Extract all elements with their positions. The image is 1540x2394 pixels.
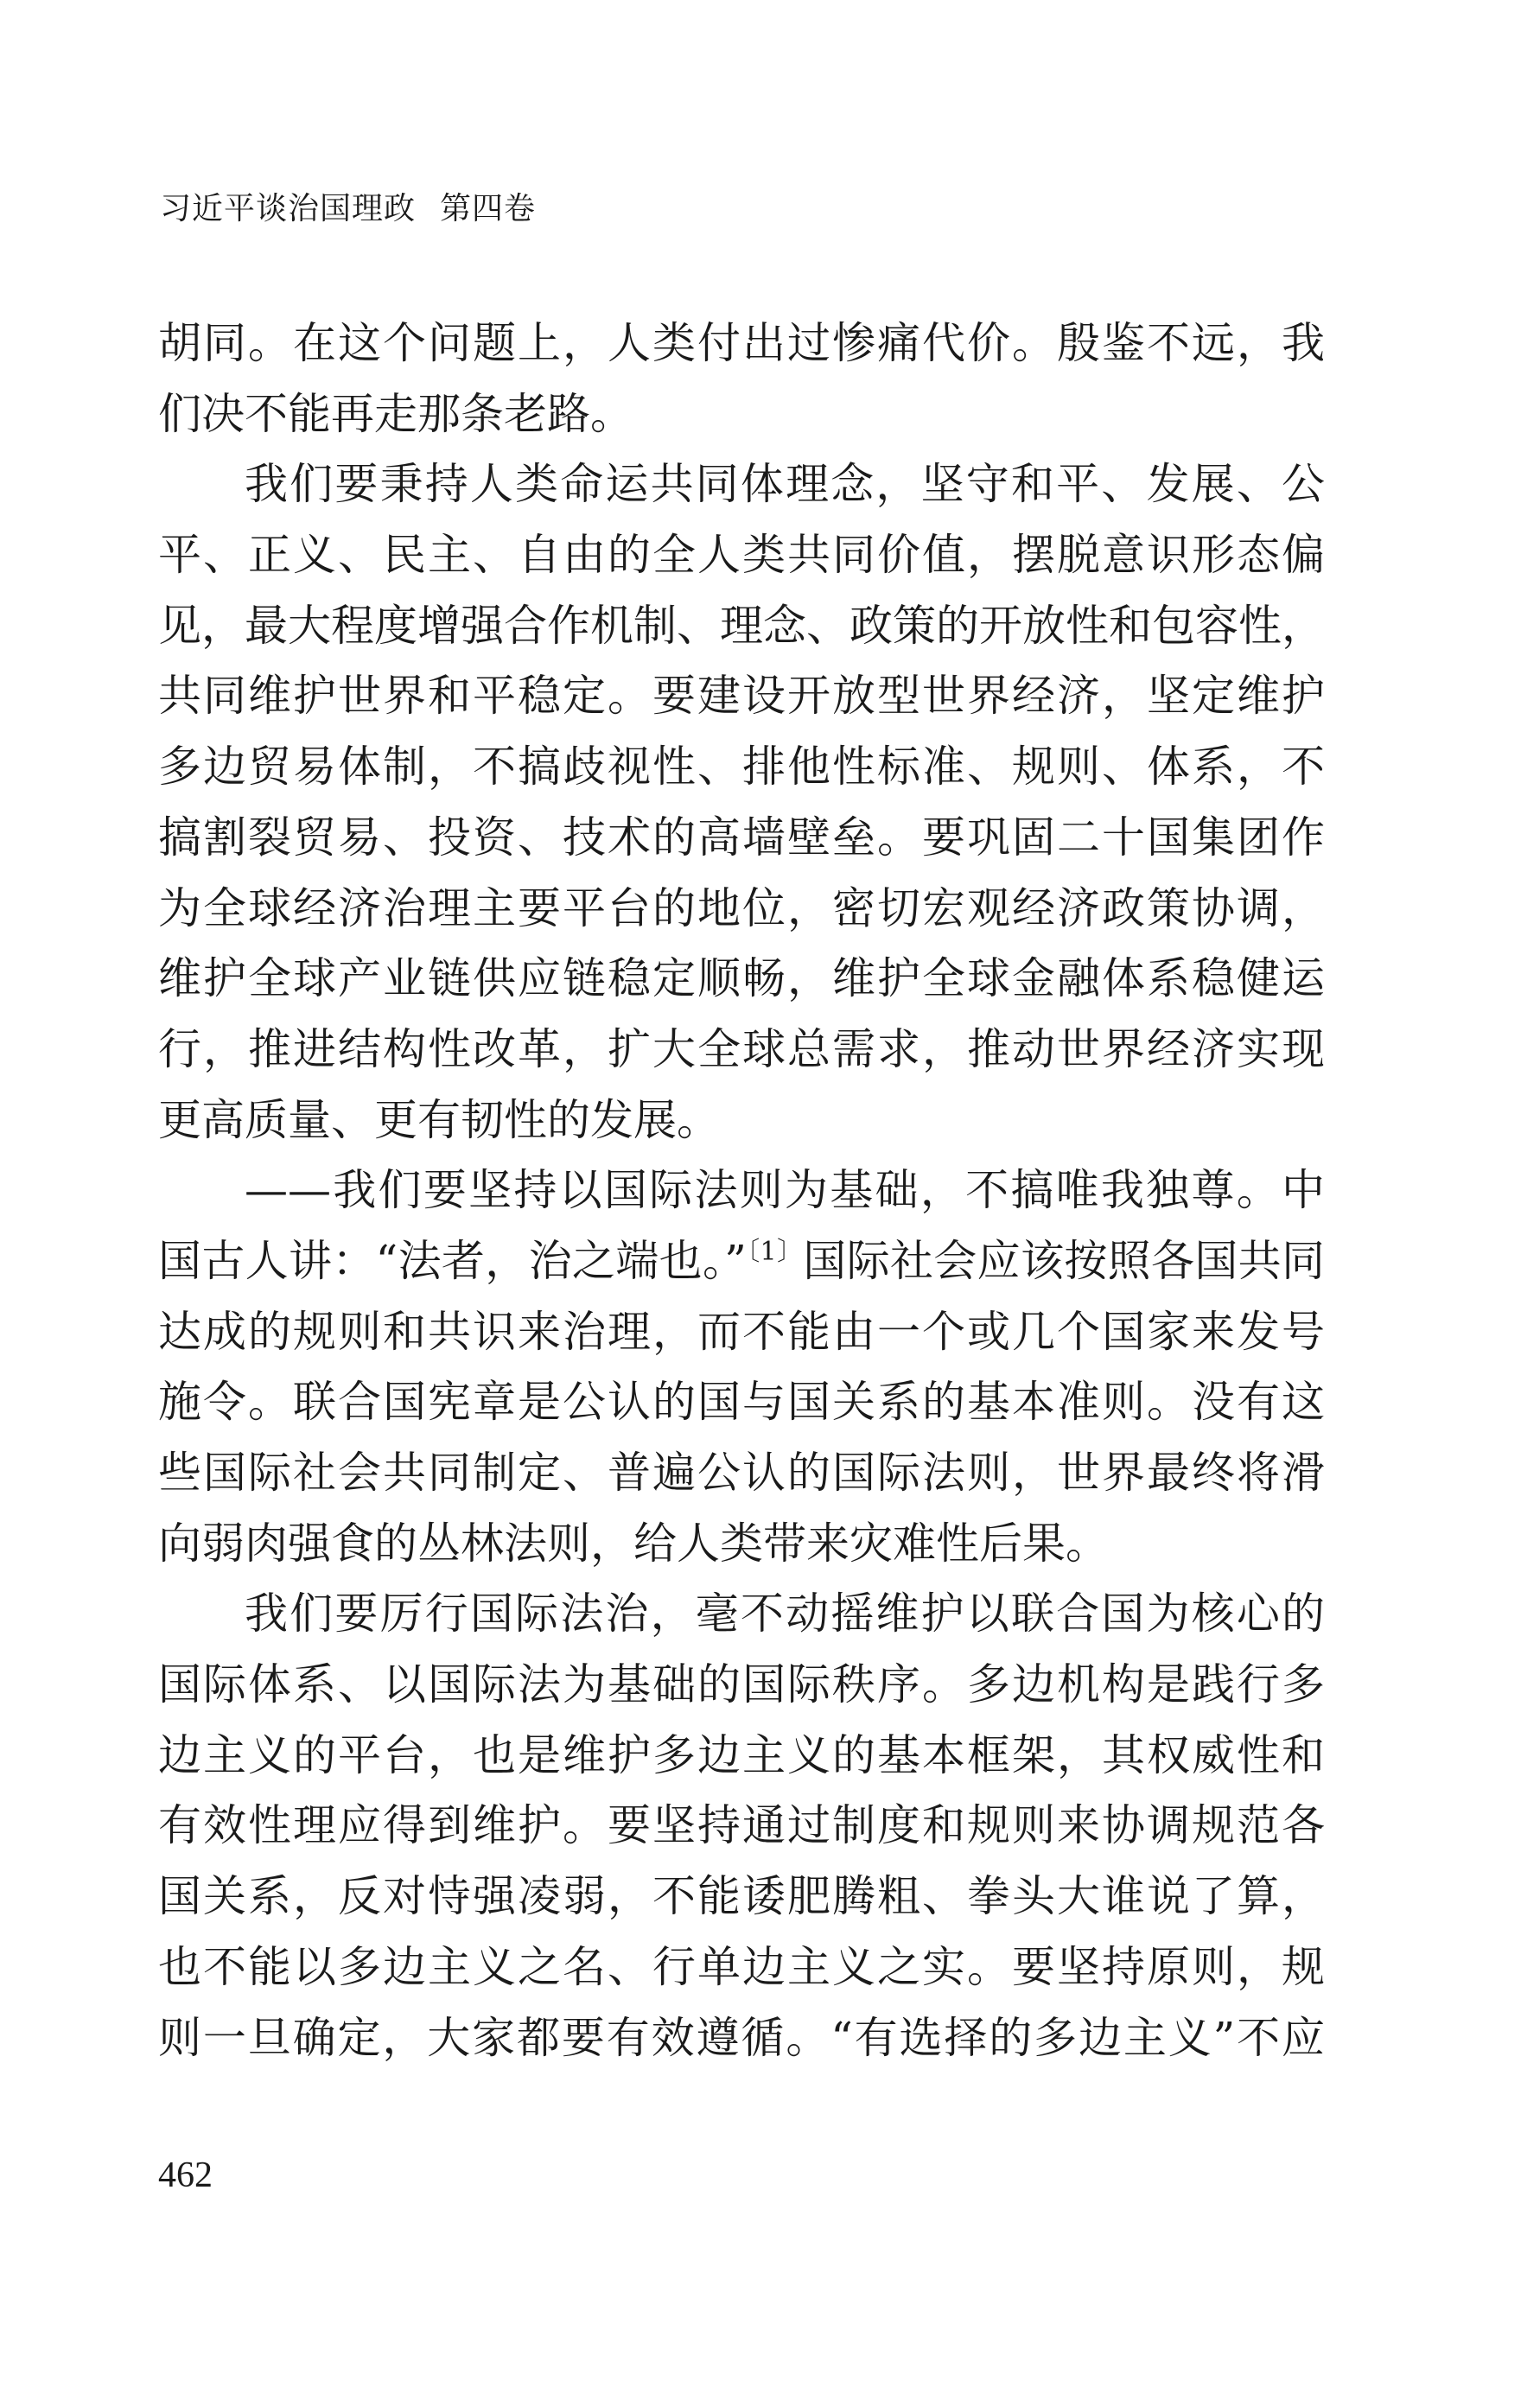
text-line: 共同维护世界和平稳定。要建设开放型世界经济，坚定维护 bbox=[158, 671, 1325, 722]
text-line: 国关系，反对恃强凌弱，不能诿肥腾粗、拳头大谁说了算， bbox=[158, 1871, 1325, 1922]
running-header bbox=[160, 188, 536, 230]
text-line: 达成的规则和共识来治理，而不能由一个或几个国家来发号 bbox=[158, 1306, 1325, 1357]
text-line: 也不能以多边主义之名、行单边主义之实。要坚持原则，规 bbox=[158, 1941, 1325, 1992]
paragraph-start-line: 我们要秉持人类命运共同体理念，坚守和平、发展、公 bbox=[245, 459, 1325, 510]
footnote-marker: 〔1〕 bbox=[746, 1236, 804, 1267]
text-line: 国际体系、以国际法为基础的国际秩序。多边机构是践行多 bbox=[158, 1659, 1325, 1710]
text-line: 施令。联合国宪章是公认的国与国关系的基本准则。没有这 bbox=[158, 1377, 1325, 1428]
text-line: 平、正义、民主、自由的全人类共同价值，摆脱意识形态偏 bbox=[158, 530, 1325, 581]
text-line: 维护全球产业链供应链稳定顺畅，维护全球金融体系稳健运 bbox=[158, 953, 1325, 1004]
text-line: 搞割裂贸易、投资、技术的高墙壁垒。要巩固二十国集团作 bbox=[158, 812, 1325, 863]
text-line: 多边贸易体制，不搞歧视性、排他性标准、规则、体系，不 bbox=[158, 742, 1325, 793]
page-number: 462 bbox=[158, 2155, 213, 2195]
book-title: 习近平谈治国理政 bbox=[160, 191, 417, 226]
text-line: 向弱肉强食的丛林法则，给人类带来灾难性后果。 bbox=[158, 1518, 1109, 1569]
text-line: 边主义的平台，也是维护多边主义的基本框架，其权威性和 bbox=[158, 1729, 1325, 1780]
text-line-with-footnote bbox=[158, 1226, 1325, 1297]
text-line: 见，最大程度增强合作机制、理念、政策的开放性和包容性， bbox=[158, 600, 1325, 651]
text-line: 行，推进结构性改革，扩大全球总需求，推动世界经济实现 bbox=[158, 1023, 1325, 1074]
text-line: 则一旦确定，大家都要有效遵循。“有选择的多边主义”不应 bbox=[158, 2012, 1325, 2063]
continuation-text: 国际社会应该按照各国共同 bbox=[803, 1235, 1325, 1286]
text-line: 些国际社会共同制定、普遍公认的国际法则，世界最终将滑 bbox=[158, 1448, 1325, 1498]
volume-label: 第四卷 bbox=[440, 191, 537, 226]
text-line: 有效性理应得到维护。要坚持通过制度和规则来协调规范各 bbox=[158, 1800, 1325, 1851]
paragraph-start-line: ——我们要坚持以国际法则为基础，不搞唯我独尊。中 bbox=[245, 1165, 1325, 1216]
text-line: 为全球经济治理主要平台的地位，密切宏观经济政策协调， bbox=[158, 882, 1325, 933]
text-line: 胡同。在这个问题上，人类付出过惨痛代价。殷鉴不远，我 bbox=[158, 318, 1325, 368]
body-text bbox=[158, 309, 1325, 2073]
quote-text: 国古人讲：“法者，治之端也。” bbox=[158, 1235, 747, 1286]
paragraph-start-line: 我们要厉行国际法治，毫不动摇维护以联合国为核心的 bbox=[245, 1589, 1325, 1640]
text-line: 更高质量、更有韧性的发展。 bbox=[158, 1094, 720, 1145]
text-line: 们决不能再走那条老路。 bbox=[158, 388, 633, 439]
